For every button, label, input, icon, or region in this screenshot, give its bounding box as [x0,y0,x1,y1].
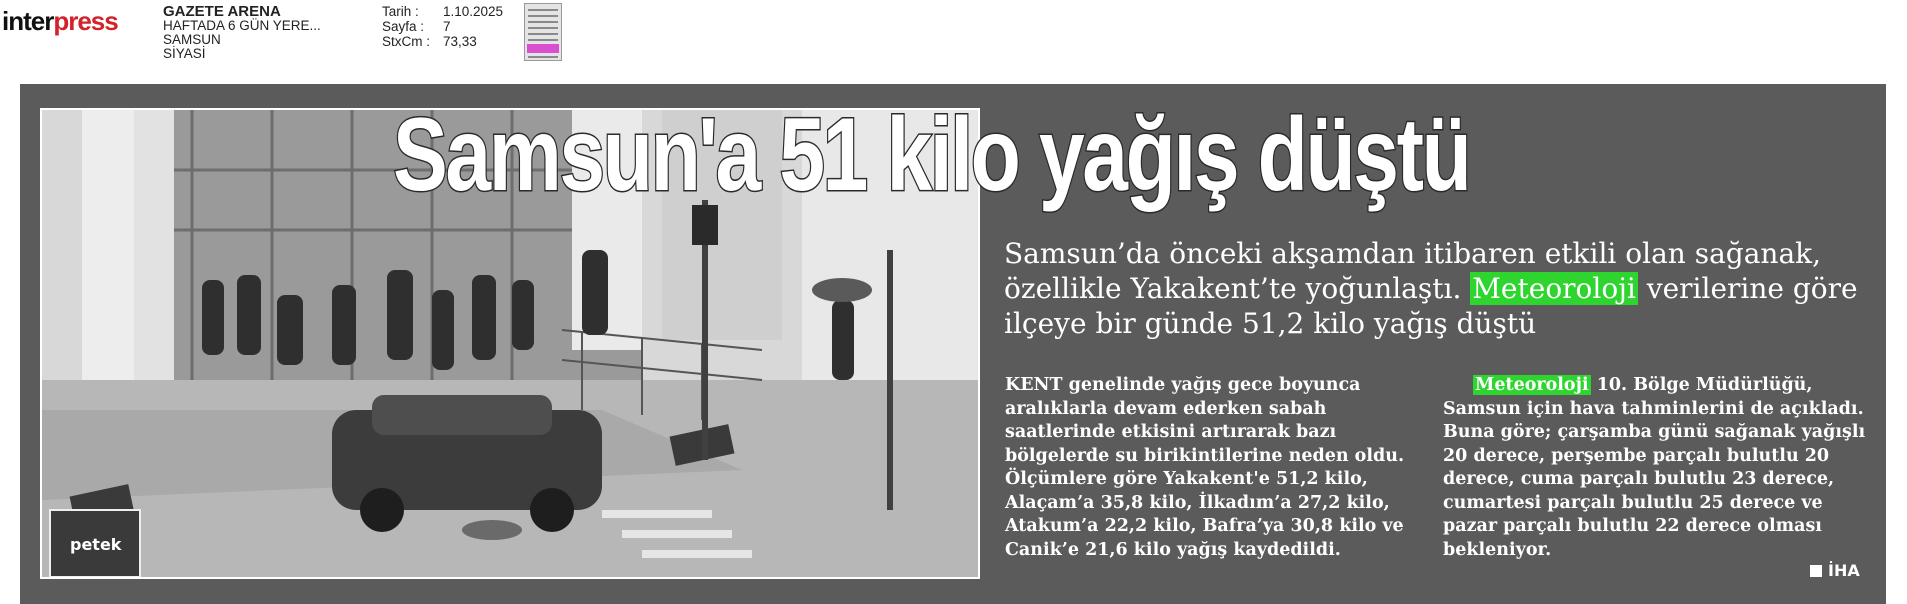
publication-info [163,5,321,61]
meta-date: Tarih : 1.10.2025 [382,4,504,19]
publication-frequency: HAFTADA 6 GÜN YERE... [163,18,321,33]
bullet-square-icon [1810,565,1822,577]
column-1-text: KENT genelinde yağış gece boyunca aralıklarla devam ederken sabah saatlerinde etkisini artırarak bazı bölgelerde su birikintilerine neden oldu. Ölçümlere göre Yakakent'e 51,2 kilo, Alaçam’a 35,8 kilo, İlkadım’a 27,2 kilo, Atakum’a 22,2 kilo, Bafra’ya 30,8 kilo ve Canik’e 21,6 kilo yağış kaydedildi. [1005,375,1405,560]
article-spot [1004,236,1884,341]
clipping-meta [382,4,503,49]
article-column-2 [1443,374,1875,562]
spot-part2: verilerine göre ilçeye bir günde 51,2 kilo yağış düştü [1004,272,1858,340]
shop-sign-text: petek [70,535,122,554]
page-thumbnail[interactable] [524,3,562,61]
article-column-1 [1005,374,1415,562]
publication-name: GAZETE ARENA [163,3,281,20]
agency-name: İHA [1828,561,1860,580]
publication-city: SAMSUN [163,32,221,47]
interpress-logo: interpress [2,6,118,36]
headline: Samsun'a 51 kilo yağış düştü [393,97,1470,213]
meta-page: Sayfa : 7 [382,19,451,34]
publication-section: SİYASİ [163,46,206,61]
spot-part1: Samsun’da önceki akşamdan itibaren etkili olan sağanak, özellikle Yakakent’te yoğunlaştı. [1004,237,1822,305]
column-2-text: 10. Bölge Müdürlüğü, Samsun için hava tahminlerini de açıkladı. Buna göre; çarşamba günü sağanak yağışlı 20 derece, perşembe parçalı bulutlu 20 derece, cuma parçalı bulutlu 23 derece, cumartesi parçalı bulutlu 25 derece ve pazar parçalı bulutlu 22 derece olması bekleniyor. [1443,375,1866,560]
column-2-highlight: Meteoroloji [1475,375,1589,395]
spot-highlight: Meteoroloji [1472,272,1636,305]
meta-size: StxCm : 73,33 [382,34,477,49]
agency-credit [1810,561,1860,580]
